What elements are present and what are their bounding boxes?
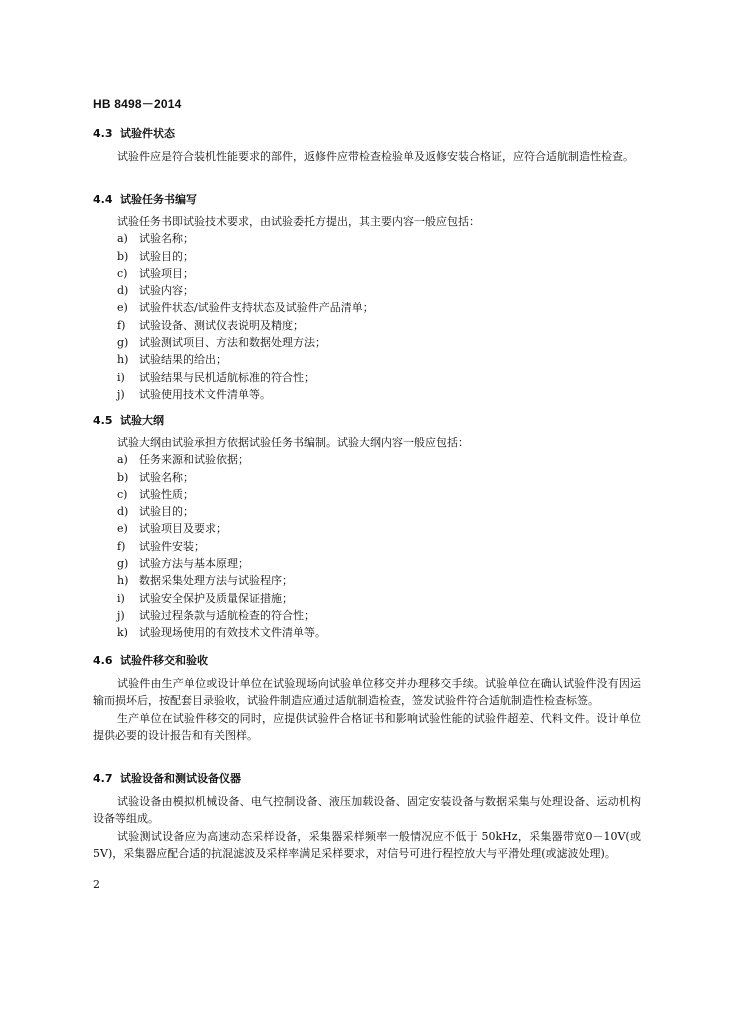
list-item [93, 590, 641, 607]
section-number: 4.6 [93, 654, 113, 667]
section-title: 试验件状态 [120, 127, 175, 140]
section-number: 4.7 [93, 772, 113, 785]
list-item [93, 282, 641, 299]
list-marker: f) [117, 539, 126, 553]
list-text: 试验件状态/试验件支持状态及试验件产品清单； [139, 301, 374, 315]
list-text: 试验目的； [139, 249, 194, 263]
list-item [93, 369, 641, 386]
section-heading [93, 192, 641, 208]
section-title: 试验大纲 [120, 414, 164, 427]
list-text: 任务来源和试验依据； [139, 453, 249, 467]
list-text: 试验项目及要求； [139, 522, 227, 536]
list-marker: j) [117, 608, 125, 622]
paragraph: 生产单位在试验件移交的同时，应提供试验件合格证书和影响试验性能的试验件超差、代料文件。设计单位提供必要的设计报告和有关图样。 [93, 711, 641, 742]
list-text: 试验名称； [139, 470, 194, 484]
paragraph: 试验大纲由试验承担方依据试验任务书编制。试验大纲内容一般应包括： [117, 436, 469, 449]
list-text: 试验件安装； [139, 539, 205, 553]
list-item [93, 607, 641, 624]
list-marker: b) [117, 249, 129, 263]
paragraph: 试验设备由模拟机械设备、电气控制设备、液压加载设备、固定安装设备与数据采集与处理设备、运动机构设备等组成。 [93, 795, 641, 826]
list-item [93, 265, 641, 282]
list-text: 数据采集处理方法与试验程序； [139, 574, 293, 588]
list-marker: h) [117, 353, 129, 367]
list-marker: e) [117, 301, 128, 315]
list-item [93, 248, 641, 265]
section-heading [93, 413, 641, 429]
list-item [93, 572, 641, 589]
paragraph: 试验件由生产单位或设计单位在试验现场向试验单位移交并办理移交手续。试验单位在确认试验件没有因运输而损坏后，按配套目录验收，试验件制造应通过适航制造检查，签发试验件符合适航制造性检查标签。 [93, 677, 641, 708]
list-text: 试验测试项目、方法和数据处理方法； [139, 336, 326, 350]
section-4-7 [93, 771, 641, 862]
list-text: 试验设备、测试仪表说明及精度； [139, 318, 304, 332]
list-text: 试验结果与民机适航标准的符合性； [139, 370, 315, 384]
list-item [93, 451, 641, 468]
section-4-3 [93, 126, 641, 165]
list-item [93, 469, 641, 486]
section-title: 试验设备和测试设备仪器 [120, 772, 241, 785]
list-marker: b) [117, 470, 129, 484]
list-marker: g) [117, 336, 129, 350]
list-marker: i) [117, 370, 125, 384]
list-marker: k) [117, 626, 128, 640]
list-marker: d) [117, 505, 129, 519]
list-marker: i) [117, 591, 125, 605]
section-title: 试验件移交和验收 [120, 654, 208, 667]
section-heading [93, 126, 641, 142]
list-marker: f) [117, 318, 126, 332]
list-item [93, 486, 641, 503]
section-4-6 [93, 653, 641, 744]
list-text: 试验使用技术文件清单等。 [139, 387, 271, 401]
list-marker: h) [117, 574, 129, 588]
list-item [93, 386, 641, 403]
list-item [93, 555, 641, 572]
list-marker: e) [117, 522, 128, 536]
list-text: 试验目的； [139, 505, 194, 519]
list-item [93, 299, 641, 316]
list-text: 试验现场使用的有效技术文件清单等。 [139, 626, 326, 640]
standard-number-header: HB 8498－2014 [93, 97, 182, 111]
list-text: 试验性质； [139, 487, 194, 501]
list-marker: j) [117, 387, 125, 401]
list-item [93, 520, 641, 537]
section-heading [93, 653, 641, 669]
paragraph: 试验任务书即试验技术要求，由试验委托方提出，其主要内容一般应包括： [117, 215, 480, 228]
list-item [93, 230, 641, 247]
list-marker: a) [117, 453, 128, 467]
paragraph: 试验件应是符合装机性能要求的部件，返修件应带检查检验单及返修安装合格证，应符合适航制造性检查。 [117, 150, 634, 163]
section-title: 试验任务书编写 [120, 193, 197, 206]
list-item [93, 351, 641, 368]
list-text: 试验名称； [139, 232, 194, 246]
list [93, 230, 641, 403]
page-number: 2 [93, 878, 100, 891]
list-item [93, 624, 641, 641]
list-text: 试验项目； [139, 266, 194, 280]
list-marker: c) [117, 266, 128, 280]
paragraph: 试验测试设备应为高速动态采样设备，采集器采样频率一般情况应不低于 50kHz，采集器带宽0－10V(或 5V)，采集器应配合适的抗混滤波及采样率满足采样要求，对信号可进行程控放大与平滑处理(或滤波处理)。 [93, 829, 641, 860]
section-number: 4.3 [93, 127, 113, 140]
list-item [93, 503, 641, 520]
section-4-4 [93, 192, 641, 403]
section-4-5 [93, 413, 641, 642]
list-marker: d) [117, 284, 129, 298]
list [93, 451, 641, 641]
list-text: 试验方法与基本原理； [139, 557, 249, 571]
list-marker: g) [117, 557, 129, 571]
list-marker: a) [117, 232, 128, 246]
list-text: 试验内容； [139, 284, 194, 298]
list-item [93, 334, 641, 351]
section-heading [93, 771, 641, 787]
section-number: 4.5 [93, 414, 113, 427]
section-number: 4.4 [93, 193, 113, 206]
list-text: 试验安全保护及质量保证措施； [139, 591, 293, 605]
list-item [93, 538, 641, 555]
list-text: 试验过程条款与适航检查的符合性； [139, 608, 315, 622]
list-item [93, 317, 641, 334]
list-marker: c) [117, 487, 128, 501]
list-text: 试验结果的给出； [139, 353, 227, 367]
